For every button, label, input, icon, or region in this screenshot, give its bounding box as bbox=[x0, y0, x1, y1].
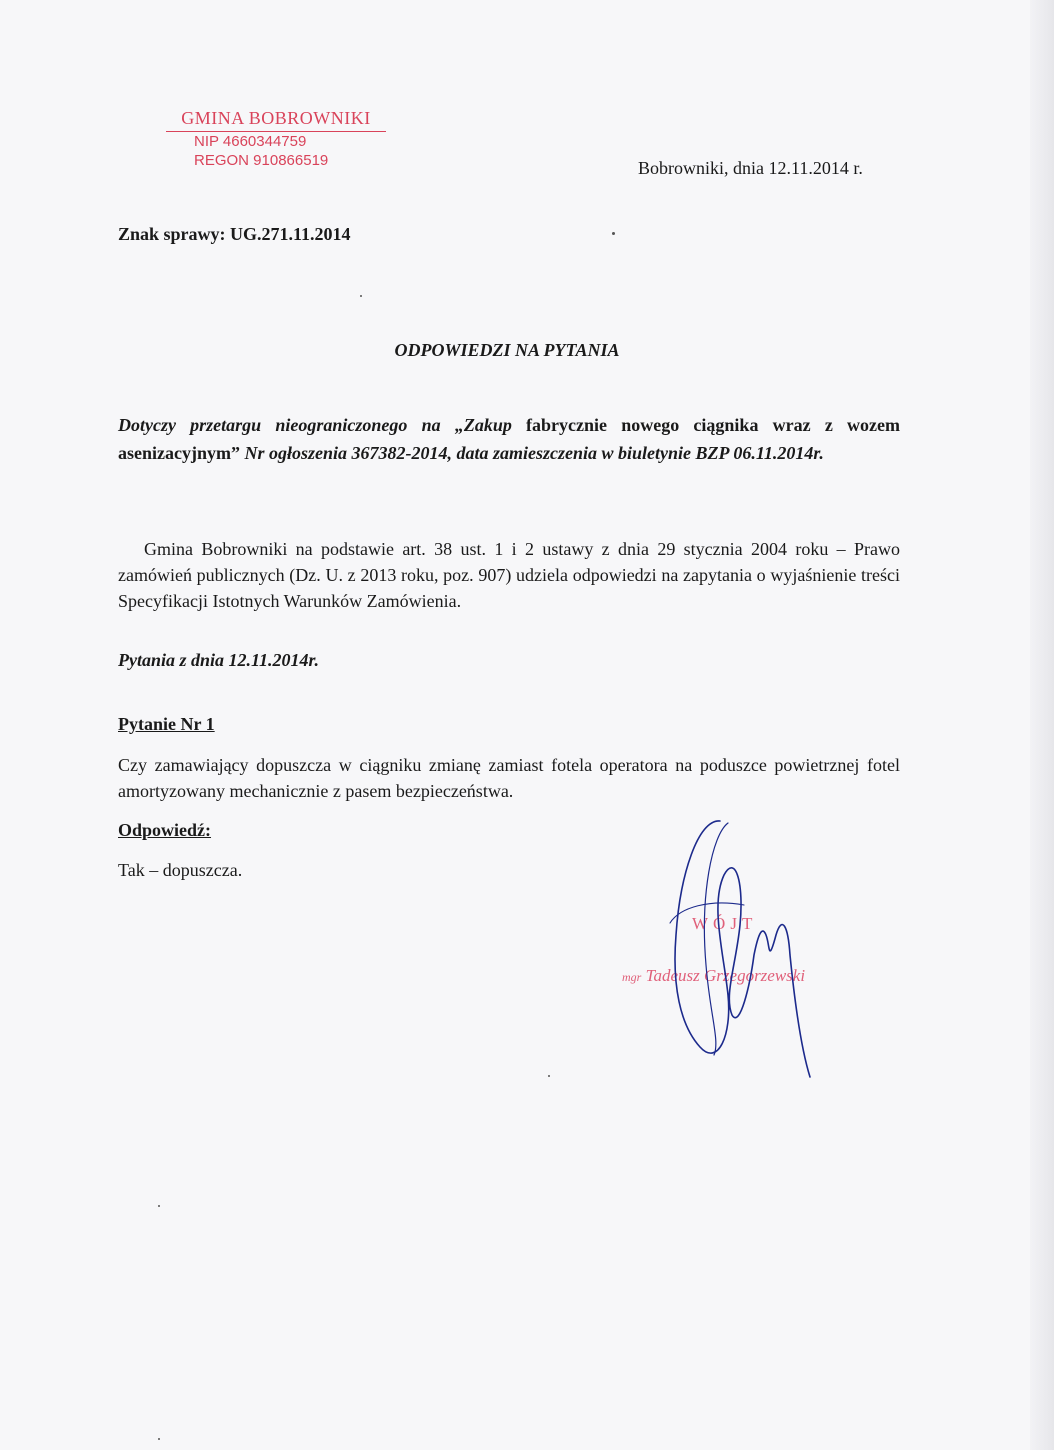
scan-speck bbox=[158, 1205, 160, 1207]
municipality-stamp bbox=[166, 108, 386, 170]
stamp-name: GMINA BOBROWNIKI bbox=[166, 108, 386, 132]
signature-stamp-title: WÓJT bbox=[692, 914, 758, 933]
subject-paragraph bbox=[118, 411, 900, 467]
intro-paragraph: Gmina Bobrowniki na podstawie art. 38 ust. 1 i 2 ustawy z dnia 29 stycznia 2004 roku – Prawo zamówień publicznych (Dz. U. z 2013 roku, poz. 907) udziela odpowiedzi na zapytania o wyjaśnienie treści Specyfikacji Istotnych Warunków Zamówienia. bbox=[118, 539, 900, 611]
subject-part-1: Dotyczy przetargu nieograniczonego na „Zakup bbox=[118, 415, 512, 435]
stamp-nip: NIP 4660344759 bbox=[194, 133, 307, 150]
scan-speck bbox=[548, 1075, 550, 1077]
document-title: ODPOWIEDZI NA PYTANIA bbox=[394, 340, 620, 360]
questions-date: Pytania z dnia 12.11.2014r. bbox=[118, 650, 320, 670]
question-heading: Pytanie Nr 1 bbox=[118, 714, 215, 734]
subject-part-2: fabrycznie nowego ciągnika wraz z wozem asenizacyjnym” bbox=[118, 415, 900, 463]
question-text: Czy zamawiający dopuszcza w ciągniku zmianę zamiast fotela operatora na poduszce powietrznej fotel amortyzowany mechanicznie z pasem bezpieczeństwa. bbox=[118, 755, 900, 801]
signature-stamp-prefix: mgr bbox=[622, 970, 642, 984]
scan-speck bbox=[612, 232, 615, 235]
handwritten-signature bbox=[640, 815, 830, 1085]
case-reference: Znak sprawy: UG.271.11.2014 bbox=[118, 224, 351, 244]
answer-text: Tak – dopuszcza. bbox=[118, 860, 243, 880]
page-edge-shadow bbox=[1030, 0, 1054, 1450]
stamp-regon: REGON 910866519 bbox=[194, 152, 329, 169]
place-and-date: Bobrowniki, dnia 12.11.2014 r. bbox=[638, 158, 863, 178]
signature-stamp-person: Tadeusz Grzegorzewski bbox=[645, 966, 806, 985]
scan-speck bbox=[360, 295, 362, 297]
subject-part-3: Nr ogłoszenia 367382-2014, data zamieszczenia w biuletynie BZP 06.11.2014r. bbox=[244, 443, 824, 463]
answer-heading: Odpowiedź: bbox=[118, 820, 212, 840]
scan-speck bbox=[158, 1438, 160, 1440]
